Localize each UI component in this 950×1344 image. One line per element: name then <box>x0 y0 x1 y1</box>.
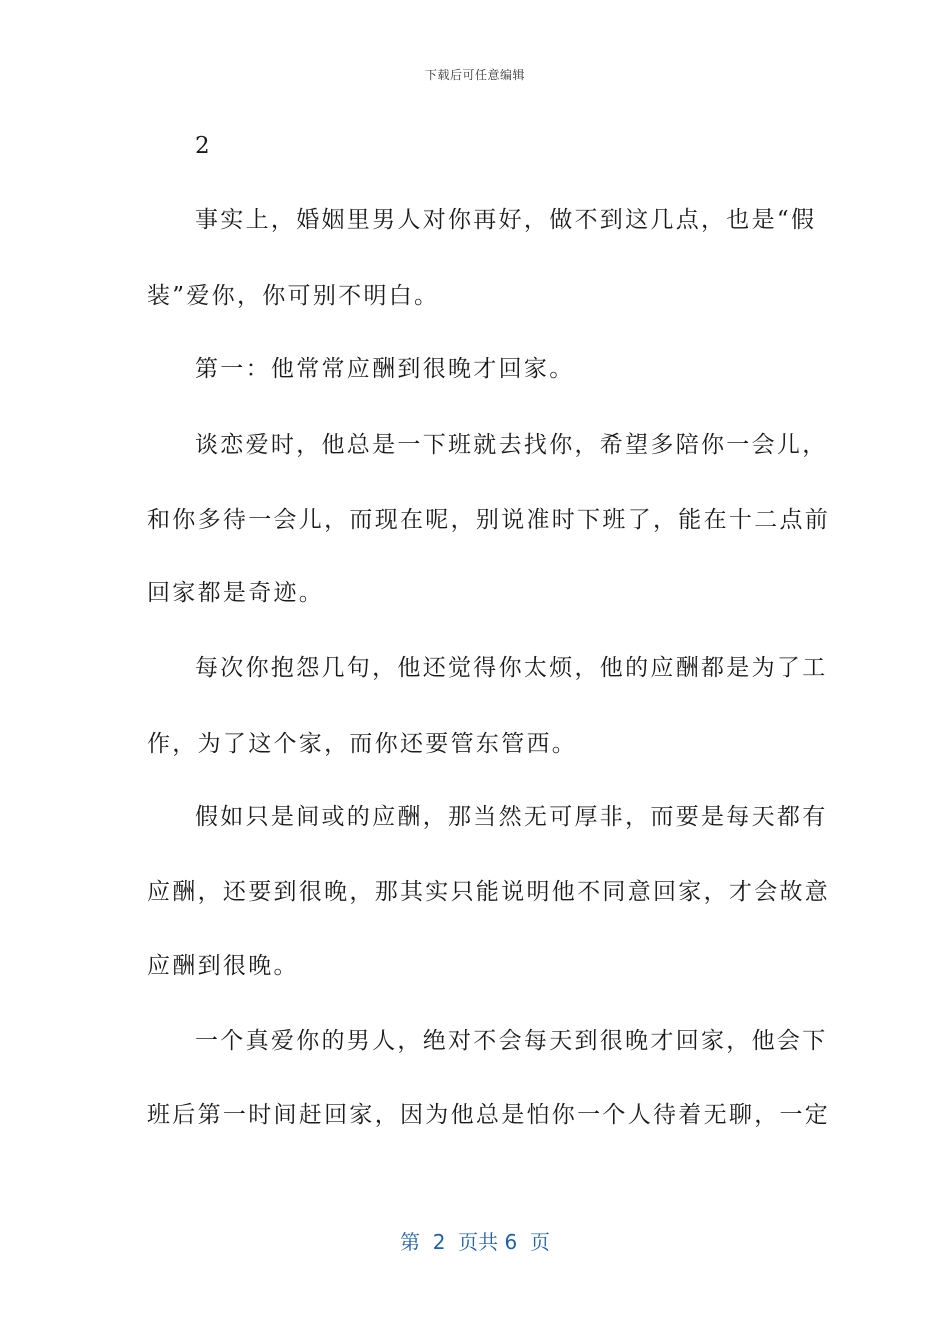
paragraph-line: 一个真爱你的男人，绝对不会每天到很晚才回家，他会下 <box>195 1028 828 1054</box>
paragraph-line: 应酬到很晚。 <box>147 953 299 979</box>
paragraph-line: 班后第一时间赶回家，因为他总是怕你一个人待着无聊，一定 <box>147 1102 831 1128</box>
paragraph-line: 第一：他常常应酬到很晚才回家。 <box>195 356 575 382</box>
page-number: 第 2 页共 6 页 <box>400 1230 550 1254</box>
paragraph-line: 装”爱你，你可别不明白。 <box>147 283 440 309</box>
header-note: 下载后可任意编辑 <box>424 68 525 82</box>
paragraph-line: 应酬，还要到很晚，那其实只能说明他不同意回家，才会故意 <box>147 879 831 905</box>
paragraph-line: 事实上，婚姻里男人对你再好，做不到这几点，也是“假 <box>195 207 817 233</box>
paragraph-line: 作，为了这个家，而你还要管东管西。 <box>147 731 578 757</box>
paragraph-line: 和你多待一会儿，而现在呢，别说准时下班了，能在十二点前 <box>147 507 831 533</box>
paragraph-line: 2 <box>195 133 212 159</box>
paragraph-line: 假如只是间或的应酬，那当然无可厚非，而要是每天都有 <box>195 804 828 830</box>
paragraph-line: 每次你抱怨几句，他还觉得你太烦，他的应酬都是为了工 <box>195 655 828 681</box>
paragraph-line: 回家都是奇迹。 <box>147 580 325 606</box>
paragraph-line: 谈恋爱时，他总是一下班就去找你，希望多陪你一会儿， <box>195 432 828 458</box>
